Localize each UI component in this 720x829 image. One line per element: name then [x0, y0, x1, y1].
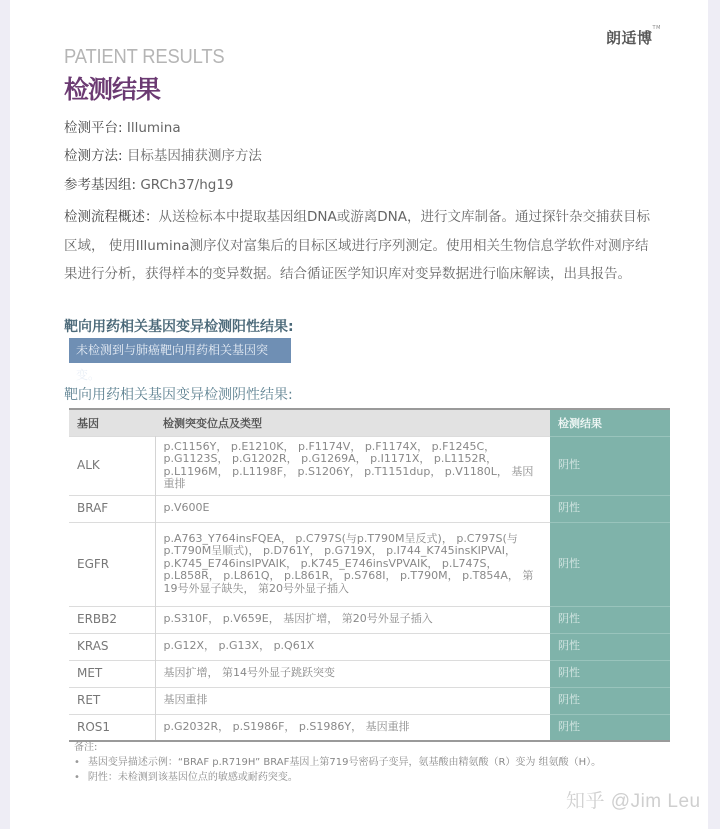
header-sites: 检测突变位点及类型	[155, 409, 550, 436]
gene-cell: KRAS	[69, 633, 155, 660]
result-cell: 阴性	[550, 633, 670, 660]
note-item: • 基因变异描述示例：“BRAF p.R719H” BRAF基因上第719号密码子变异，氨基酸由精氨酸（R）变为 组氨酸（H）。	[74, 755, 601, 770]
sites-cell: p.C1156Y， p.E1210K， p.F1174V， p.F1174X， p.F1245C， p.G1123S， p.G1202R， p.G1269A， p.I1171X， p.L1152R， p.L1196M， p.L1198F， p.S1206Y， p.T1151dup， p.V1180L， 基因重排	[155, 436, 550, 495]
note-item: • 阴性：未检测到该基因位点的敏感或耐药突变。	[74, 770, 601, 785]
page-title-english: PATIENT RESULTS	[64, 46, 225, 68]
table-row	[69, 660, 670, 687]
sites-cell: 基因重排	[155, 687, 550, 714]
sites-cell: 基因扩增， 第14号外显子跳跃突变	[155, 660, 550, 687]
sites-cell: p.A763_Y764insFQEA， p.C797S(与p.T790M呈反式)， p.C797S(与p.T790M呈顺式)， p.D761Y， p.G719X， p.I744_K745insKIPVAI， p.K745_E746insIPVAIK， p.K745_E746insVPVAIK， p.L747S， p.L858R， p.L861Q， p.L861R， p.S768I， p.T790M， p.T854A， 第19号外显子缺失， 第20号外显子插入	[155, 522, 550, 606]
notes-list	[74, 755, 601, 785]
page-title: 检测结果	[64, 75, 161, 104]
brand-name: 朗适博	[606, 29, 653, 47]
report-page	[10, 0, 708, 829]
result-cell: 阴性	[550, 522, 670, 606]
info-platform-value: Illumina	[126, 120, 181, 136]
info-method-value: 目标基因捕获测序方法	[126, 148, 262, 164]
table-row	[69, 714, 670, 741]
sites-cell: p.V600E	[155, 495, 550, 522]
positive-results-banner: 未检测到与肺癌靶向用药相关基因突变。	[69, 338, 291, 363]
sites-cell: p.S310F， p.V659E， 基因扩增， 第20号外显子插入	[155, 606, 550, 633]
negative-results-table	[69, 408, 670, 742]
brand-logo	[606, 27, 661, 48]
gene-cell: ALK	[69, 436, 155, 495]
table-row	[69, 495, 670, 522]
table-header-row	[69, 409, 670, 436]
result-cell: 阴性	[550, 606, 670, 633]
gene-cell: ERBB2	[69, 606, 155, 633]
sites-cell: p.G2032R， p.S1986F， p.S1986Y， 基因重排	[155, 714, 550, 741]
notes-title: 备注:	[74, 742, 98, 753]
gene-cell: RET	[69, 687, 155, 714]
gene-cell: MET	[69, 660, 155, 687]
positive-results-title: 靶向用药相关基因变异检测阳性结果:	[64, 319, 294, 335]
info-reference	[64, 176, 234, 194]
result-cell: 阴性	[550, 660, 670, 687]
notes	[74, 740, 601, 785]
negative-results-title: 靶向用药相关基因变异检测阴性结果:	[64, 387, 293, 403]
info-platform	[64, 119, 181, 137]
result-cell: 阴性	[550, 436, 670, 495]
info-method-label: 检测方法:	[64, 148, 127, 164]
info-workflow-label: 检测流程概述：	[64, 209, 159, 225]
watermark: 知乎 @Jim Leu	[566, 791, 701, 812]
info-workflow	[64, 203, 662, 289]
gene-cell: EGFR	[69, 522, 155, 606]
result-cell: 阴性	[550, 687, 670, 714]
table-row	[69, 436, 670, 495]
gene-cell: BRAF	[69, 495, 155, 522]
table-row	[69, 522, 670, 606]
info-workflow-value: 从送检标本中提取基因组DNA或游离DNA，进行文库制备。通过探针杂交捕获目标区域， 使用Illumina测序仪对富集后的目标区域进行序列测定。使用相关生物信息学软件对测序结果进行分析，获得样本的变异数据。结合循证医学知识库对变异数据进行临床解读，出具报告。	[64, 209, 650, 282]
table-row	[69, 606, 670, 633]
table-row	[69, 687, 670, 714]
info-reference-label: 参考基因组:	[64, 177, 141, 193]
header-result: 检测结果	[550, 409, 670, 436]
gene-cell: ROS1	[69, 714, 155, 741]
header-gene: 基因	[69, 409, 155, 436]
trademark-mark: TM	[652, 25, 661, 31]
sites-cell: p.G12X， p.G13X， p.Q61X	[155, 633, 550, 660]
table-row	[69, 633, 670, 660]
info-platform-label: 检测平台:	[64, 120, 127, 136]
info-method	[64, 147, 262, 165]
result-cell: 阴性	[550, 495, 670, 522]
info-reference-value: GRCh37/hg19	[140, 177, 234, 193]
result-cell: 阴性	[550, 714, 670, 741]
